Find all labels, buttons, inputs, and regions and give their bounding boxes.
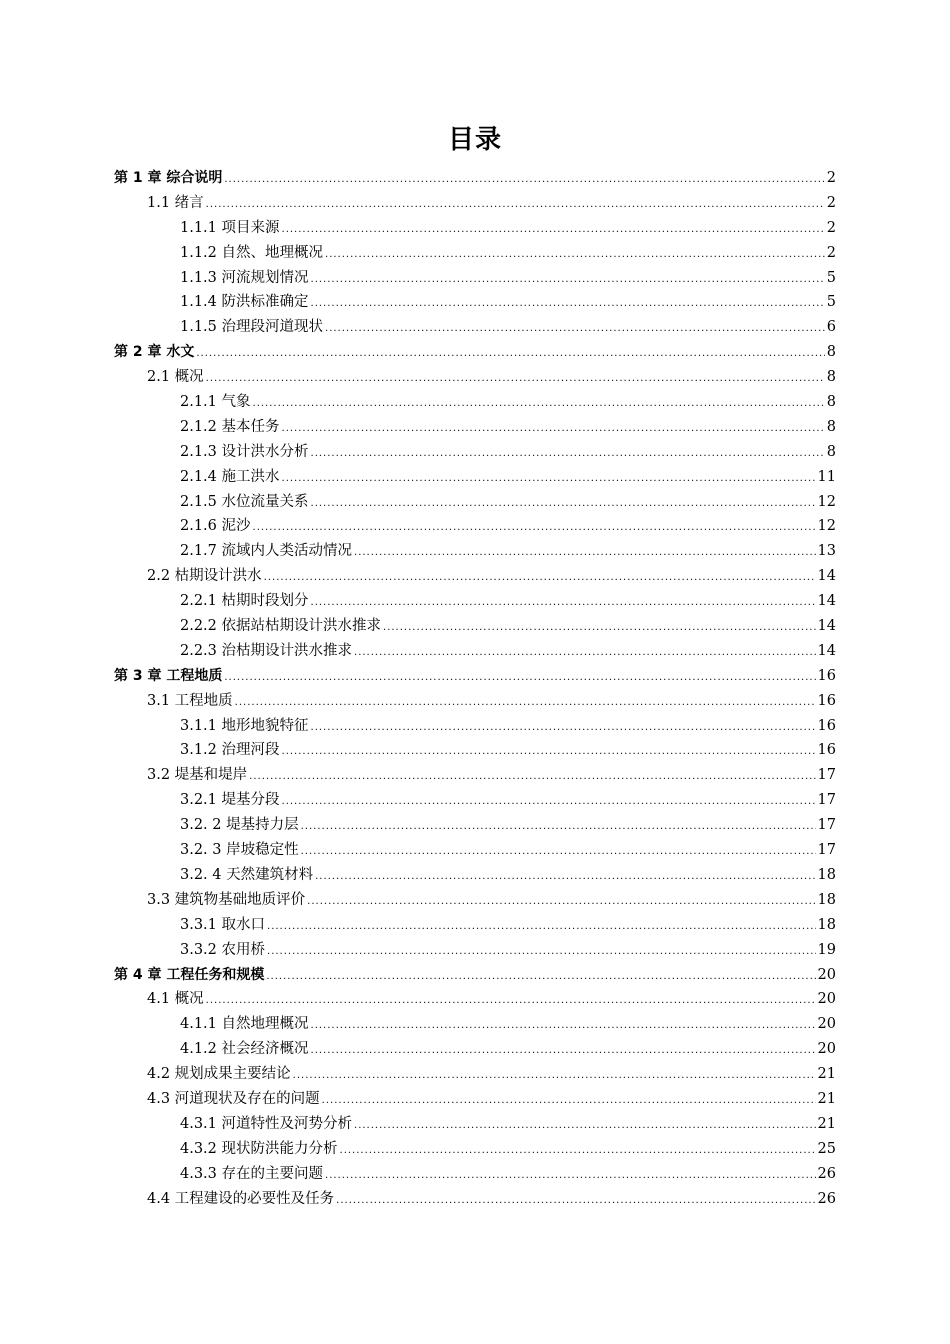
toc-subsection-entry[interactable]	[114, 913, 836, 938]
dot-leader	[253, 516, 816, 541]
toc-entry-page-number: 20	[817, 966, 836, 983]
toc-entry-page-number: 21	[817, 1066, 836, 1083]
toc-section-entry[interactable]	[114, 191, 836, 216]
toc-entry-label: 3.2 堤基和堤岸	[147, 767, 248, 784]
toc-section-entry[interactable]	[114, 987, 836, 1012]
dot-leader	[224, 666, 815, 691]
toc-section-entry[interactable]	[114, 1087, 836, 1112]
dot-leader	[224, 168, 824, 193]
toc-subsection-entry[interactable]	[114, 714, 836, 739]
toc-subsection-entry[interactable]	[114, 589, 836, 614]
toc-entry-page-number: 16	[817, 717, 836, 734]
toc-subsection-entry[interactable]	[114, 390, 836, 415]
toc-entry-page-number: 8	[826, 443, 836, 460]
toc-entry-label: 3.3.2 农用桥	[180, 941, 266, 958]
toc-entry-label: 2.2.3 治枯期设计洪水推求	[180, 642, 353, 659]
dot-leader	[301, 815, 816, 840]
toc-subsection-entry[interactable]	[114, 788, 836, 813]
dot-leader	[282, 417, 825, 442]
toc-section-entry[interactable]	[114, 365, 836, 390]
dot-leader	[196, 342, 824, 367]
toc-entry-label: 2.1.6 泥沙	[180, 518, 251, 535]
dot-leader	[253, 392, 825, 417]
toc-entry-page-number: 20	[817, 991, 836, 1008]
toc-entry-label: 2.1.3 设计洪水分析	[180, 443, 309, 460]
toc-entry-page-number: 11	[817, 468, 836, 485]
toc-entry-label: 3.1.2 治理河段	[180, 742, 280, 759]
toc-entry-page-number: 26	[817, 1165, 836, 1182]
toc-subsection-entry[interactable]	[114, 738, 836, 763]
toc-entry-label: 4.3 河道现状及存在的问题	[147, 1090, 320, 1107]
toc-entry-page-number: 2	[826, 170, 836, 186]
toc-entry-label: 4.3.3 存在的主要问题	[180, 1165, 324, 1182]
dot-leader	[383, 616, 816, 641]
dot-leader	[206, 367, 825, 392]
toc-entry-label: 2.1.1 气象	[180, 394, 251, 411]
toc-entry-page-number: 14	[817, 618, 836, 635]
dot-leader	[266, 965, 815, 990]
dot-leader	[311, 492, 816, 517]
toc-entry-label: 4.2 规划成果主要结论	[147, 1066, 291, 1083]
toc-entry-label: 3.3.1 取水口	[180, 916, 266, 933]
toc-entry-page-number: 19	[817, 941, 836, 958]
toc-entry-page-number: 12	[817, 493, 836, 510]
toc-chapter-entry[interactable]	[114, 664, 836, 689]
toc-entry-page-number: 5	[826, 269, 836, 286]
toc-entry-page-number: 8	[826, 394, 836, 411]
toc-entry-label: 1.1.1 项目来源	[180, 219, 280, 236]
toc-entry-page-number: 17	[817, 767, 836, 784]
toc-entry-page-number: 17	[817, 817, 836, 834]
toc-entry-page-number: 13	[817, 543, 836, 560]
toc-entry-page-number: 17	[817, 792, 836, 809]
toc-entry-label: 1.1.4 防洪标准确定	[180, 294, 309, 311]
dot-leader	[206, 989, 816, 1014]
toc-section-entry[interactable]	[114, 1187, 836, 1212]
toc-title: 目录	[447, 125, 502, 155]
toc-section-entry[interactable]	[114, 564, 836, 589]
dot-leader	[340, 1139, 816, 1164]
dot-leader	[315, 865, 815, 890]
toc-entry-label: 4.1 概况	[147, 991, 204, 1008]
toc-subsection-entry[interactable]	[114, 1012, 836, 1037]
toc-entry-page-number: 21	[817, 1090, 836, 1107]
toc-subsection-entry[interactable]	[114, 216, 836, 241]
dot-leader	[311, 442, 825, 467]
toc-entry-page-number: 21	[817, 1115, 836, 1132]
toc-entry-page-number: 8	[826, 418, 836, 435]
toc-subsection-entry[interactable]	[114, 639, 836, 664]
toc-entry-label: 1.1.3 河流规划情况	[180, 269, 309, 286]
toc-subsection-entry[interactable]	[114, 241, 836, 266]
dot-leader	[311, 716, 816, 741]
dot-leader	[311, 1014, 816, 1039]
toc-entry-page-number: 14	[817, 568, 836, 585]
toc-subsection-entry[interactable]	[114, 490, 836, 515]
toc-entry-label: 3.2. 2 堤基持力层	[180, 817, 299, 834]
dot-leader	[282, 467, 816, 492]
dot-leader	[293, 1064, 816, 1089]
dot-leader	[267, 915, 816, 940]
toc-entry-page-number: 20	[817, 1041, 836, 1058]
toc-entry-label: 4.3.1 河道特性及河势分析	[180, 1115, 353, 1132]
toc-subsection-entry[interactable]	[114, 315, 836, 340]
toc-entry-page-number: 25	[817, 1140, 836, 1157]
toc-section-entry[interactable]	[114, 689, 836, 714]
toc-subsection-entry[interactable]	[114, 290, 836, 315]
toc-entry-page-number: 16	[817, 667, 836, 684]
toc-entry-page-number: 14	[817, 642, 836, 659]
toc-subsection-entry[interactable]	[114, 465, 836, 490]
toc-entry-label: 2.2.2 依据站枯期设计洪水推求	[180, 618, 382, 635]
dot-leader	[301, 840, 816, 865]
toc-subsection-entry[interactable]	[114, 863, 836, 888]
toc-entry-label: 2.1.5 水位流量关系	[180, 493, 309, 510]
toc-entry-label: 3.2. 3 岸坡稳定性	[180, 842, 299, 859]
toc-entry-label: 1.1 绪言	[147, 194, 204, 211]
toc-entry-label: 第 1 章 综合说明	[114, 170, 223, 186]
toc-subsection-entry[interactable]	[114, 838, 836, 863]
dot-leader	[282, 740, 816, 765]
dot-leader	[325, 317, 825, 342]
toc-section-entry[interactable]	[114, 888, 836, 913]
toc-subsection-entry[interactable]	[114, 938, 836, 963]
toc-entry-label: 2.1.2 基本任务	[180, 418, 280, 435]
toc-subsection-entry[interactable]	[114, 440, 836, 465]
dot-leader	[307, 890, 815, 915]
dot-leader	[235, 691, 816, 716]
toc-entry-label: 2.1.4 施工洪水	[180, 468, 280, 485]
toc-entry-label: 3.3 建筑物基础地质评价	[147, 891, 306, 908]
toc-subsection-entry[interactable]	[114, 1037, 836, 1062]
dot-leader	[282, 790, 816, 815]
toc-entry-page-number: 18	[817, 891, 836, 908]
toc-entry-label: 2.2 枯期设计洪水	[147, 568, 262, 585]
dot-leader	[282, 218, 825, 243]
toc-subsection-entry[interactable]	[114, 1112, 836, 1137]
toc-entry-label: 4.1.2 社会经济概况	[180, 1041, 309, 1058]
dot-leader	[311, 268, 825, 293]
toc-section-entry[interactable]	[114, 763, 836, 788]
toc-subsection-entry[interactable]	[114, 266, 836, 291]
toc-entry-label: 2.1 概况	[147, 369, 204, 386]
toc-entry-label: 4.4 工程建设的必要性及任务	[147, 1190, 335, 1207]
toc-entry-label: 第 2 章 水文	[114, 344, 195, 361]
toc-chapter-entry[interactable]	[114, 963, 836, 988]
toc-section-entry[interactable]	[114, 1062, 836, 1087]
toc-entry-label: 2.2.1 枯期时段划分	[180, 593, 309, 610]
toc-entry-page-number: 18	[817, 866, 836, 883]
dot-leader	[267, 940, 816, 965]
toc-entry-page-number: 14	[817, 593, 836, 610]
table-of-contents	[114, 166, 836, 1211]
toc-entry-label: 1.1.2 自然、地理概况	[180, 244, 324, 261]
toc-subsection-entry[interactable]	[114, 514, 836, 539]
toc-entry-label: 第 3 章 工程地质	[114, 667, 223, 684]
toc-entry-label: 3.2.1 堤基分段	[180, 792, 280, 809]
toc-subsection-entry[interactable]	[114, 1137, 836, 1162]
dot-leader	[354, 541, 816, 566]
toc-entry-label: 1.1.5 治理段河道现状	[180, 319, 324, 336]
toc-entry-page-number: 2	[826, 244, 836, 261]
toc-subsection-entry[interactable]	[114, 1162, 836, 1187]
dot-leader	[311, 292, 825, 317]
dot-leader	[264, 566, 816, 591]
toc-entry-page-number: 12	[817, 518, 836, 535]
toc-entry-page-number: 8	[826, 369, 836, 386]
dot-leader	[249, 765, 815, 790]
toc-entry-page-number: 26	[817, 1190, 836, 1207]
toc-subsection-entry[interactable]	[114, 539, 836, 564]
toc-entry-label: 4.3.2 现状防洪能力分析	[180, 1140, 338, 1157]
toc-entry-page-number: 17	[817, 842, 836, 859]
toc-entry-label: 3.2. 4 天然建筑材料	[180, 866, 314, 883]
dot-leader	[206, 193, 825, 218]
toc-entry-page-number: 2	[826, 219, 836, 236]
dot-leader	[325, 243, 825, 268]
dot-leader	[325, 1164, 816, 1189]
toc-entry-page-number: 20	[817, 1016, 836, 1033]
toc-entry-page-number: 6	[826, 319, 836, 336]
toc-entry-label: 4.1.1 自然地理概况	[180, 1016, 309, 1033]
toc-subsection-entry[interactable]	[114, 415, 836, 440]
dot-leader	[311, 591, 816, 616]
dot-leader	[354, 1114, 816, 1139]
dot-leader	[354, 641, 816, 666]
toc-entry-page-number: 2	[826, 194, 836, 211]
toc-entry-label: 2.1.7 流域内人类活动情况	[180, 543, 353, 560]
dot-leader	[322, 1089, 816, 1114]
toc-chapter-entry[interactable]	[114, 340, 836, 365]
toc-chapter-entry[interactable]	[114, 166, 836, 191]
toc-entry-page-number: 16	[817, 742, 836, 759]
toc-entry-label: 3.1.1 地形地貌特征	[180, 717, 309, 734]
toc-entry-page-number: 5	[826, 294, 836, 311]
dot-leader	[311, 1039, 816, 1064]
toc-entry-label: 3.1 工程地质	[147, 692, 233, 709]
toc-subsection-entry[interactable]	[114, 813, 836, 838]
toc-entry-page-number: 16	[817, 692, 836, 709]
toc-entry-page-number: 18	[817, 916, 836, 933]
toc-entry-label: 第 4 章 工程任务和规模	[114, 966, 265, 983]
dot-leader	[336, 1189, 815, 1214]
toc-subsection-entry[interactable]	[114, 614, 836, 639]
toc-entry-page-number: 8	[826, 344, 836, 361]
